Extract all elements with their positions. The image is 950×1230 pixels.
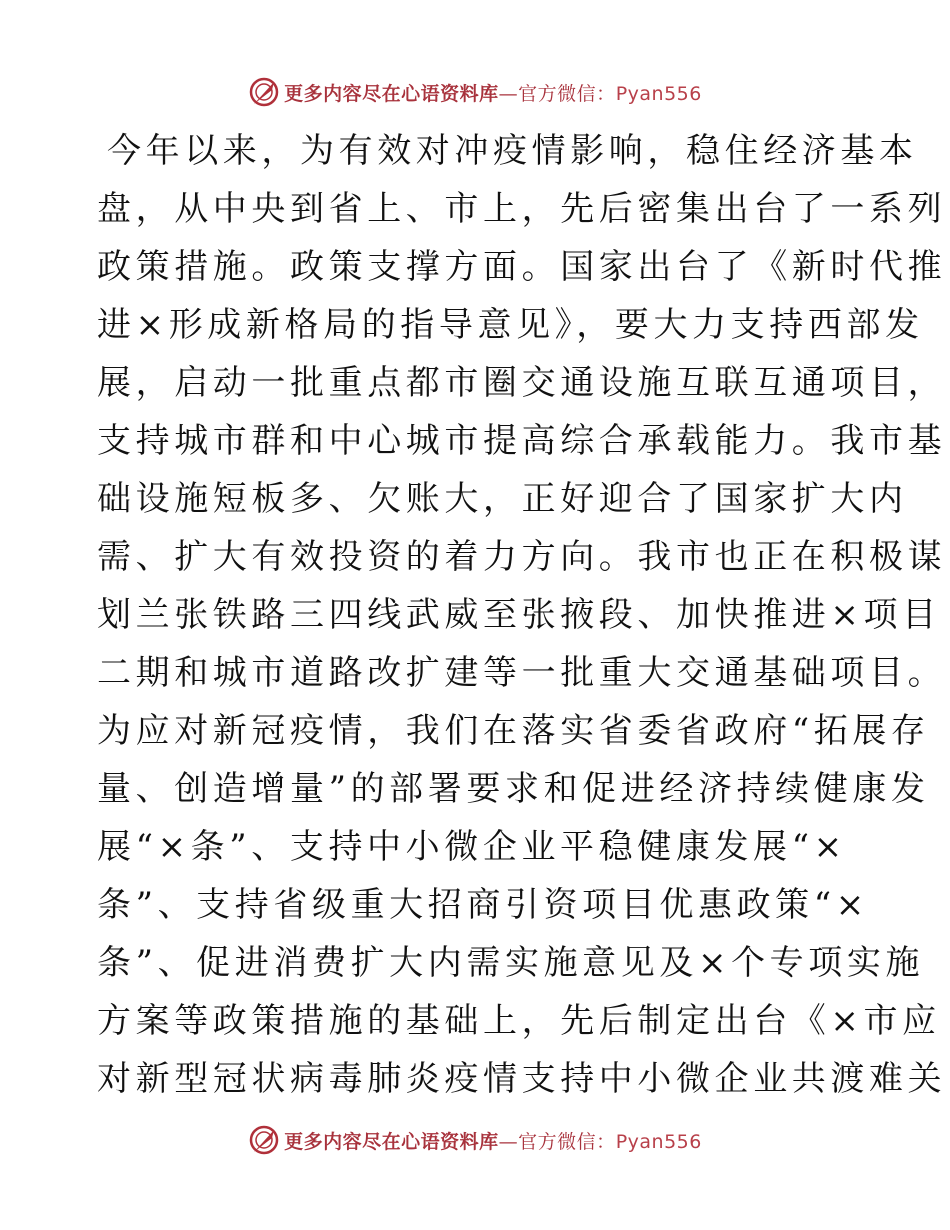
- header-handle: Pyan556: [615, 82, 702, 105]
- quill-logo-icon: [248, 1124, 280, 1156]
- header-official: 官方微信：: [518, 82, 616, 105]
- footer-separator: —: [498, 1130, 519, 1153]
- quill-logo-icon: [248, 76, 280, 108]
- body-line: 方案等政策措施的基础上，先后制定出台《×市应: [97, 1001, 941, 1041]
- body-line: 划兰张铁路三四线武威至张掖段、加快推进×项目: [97, 595, 941, 635]
- body-line: 对新型冠状病毒肺炎疫情支持中小微企业共渡难关: [97, 1059, 947, 1099]
- footer-banner: [0, 1120, 950, 1160]
- footer-banner-text: [284, 1127, 702, 1154]
- header-banner: [0, 72, 950, 112]
- body-line: 条”、支持省级重大招商引资项目优惠政策“×: [97, 885, 869, 925]
- footer-handle: Pyan556: [615, 1130, 702, 1153]
- document-body: [97, 122, 947, 1108]
- footer-official: 官方微信：: [518, 1130, 616, 1153]
- body-line: 条”、促进消费扩大内需实施意见及×个专项实施: [97, 943, 925, 983]
- body-line: 需、扩大有效投资的着力方向。我市也正在积极谋: [97, 537, 947, 577]
- body-line: 支持城市群和中心城市提高综合承载能力。我市基: [97, 421, 947, 461]
- body-line: 进×形成新格局的指导意见》，要大力支持西部发: [97, 305, 924, 345]
- body-line: 政策措施。政策支撑方面。国家出台了《新时代推: [97, 247, 947, 287]
- body-line: 盘，从中央到省上、市上，先后密集出台了一系列: [97, 189, 947, 229]
- footer-brand: 更多内容尽在心语资料库: [284, 1130, 499, 1153]
- body-line: 今年以来，为有效对冲疫情影响，稳住经济基本: [107, 131, 918, 171]
- body-line: 二期和城市道路改扩建等一批重大交通基础项目。: [97, 653, 947, 693]
- header-separator: —: [498, 82, 519, 105]
- body-line: 展，启动一批重点都市圈交通设施互联互通项目，: [97, 363, 947, 403]
- header-brand: 更多内容尽在心语资料库: [284, 82, 499, 105]
- header-banner-text: [284, 79, 702, 106]
- body-line: 为应对新冠疫情，我们在落实省委省政府“拓展存: [97, 711, 930, 751]
- body-line: 量、创造增量”的部署要求和促进经济持续健康发: [97, 769, 930, 809]
- body-line: 础设施短板多、欠账大，正好迎合了国家扩大内: [97, 479, 908, 519]
- body-line: 展“×条”、支持中小微企业平稳健康发展“×: [97, 827, 847, 867]
